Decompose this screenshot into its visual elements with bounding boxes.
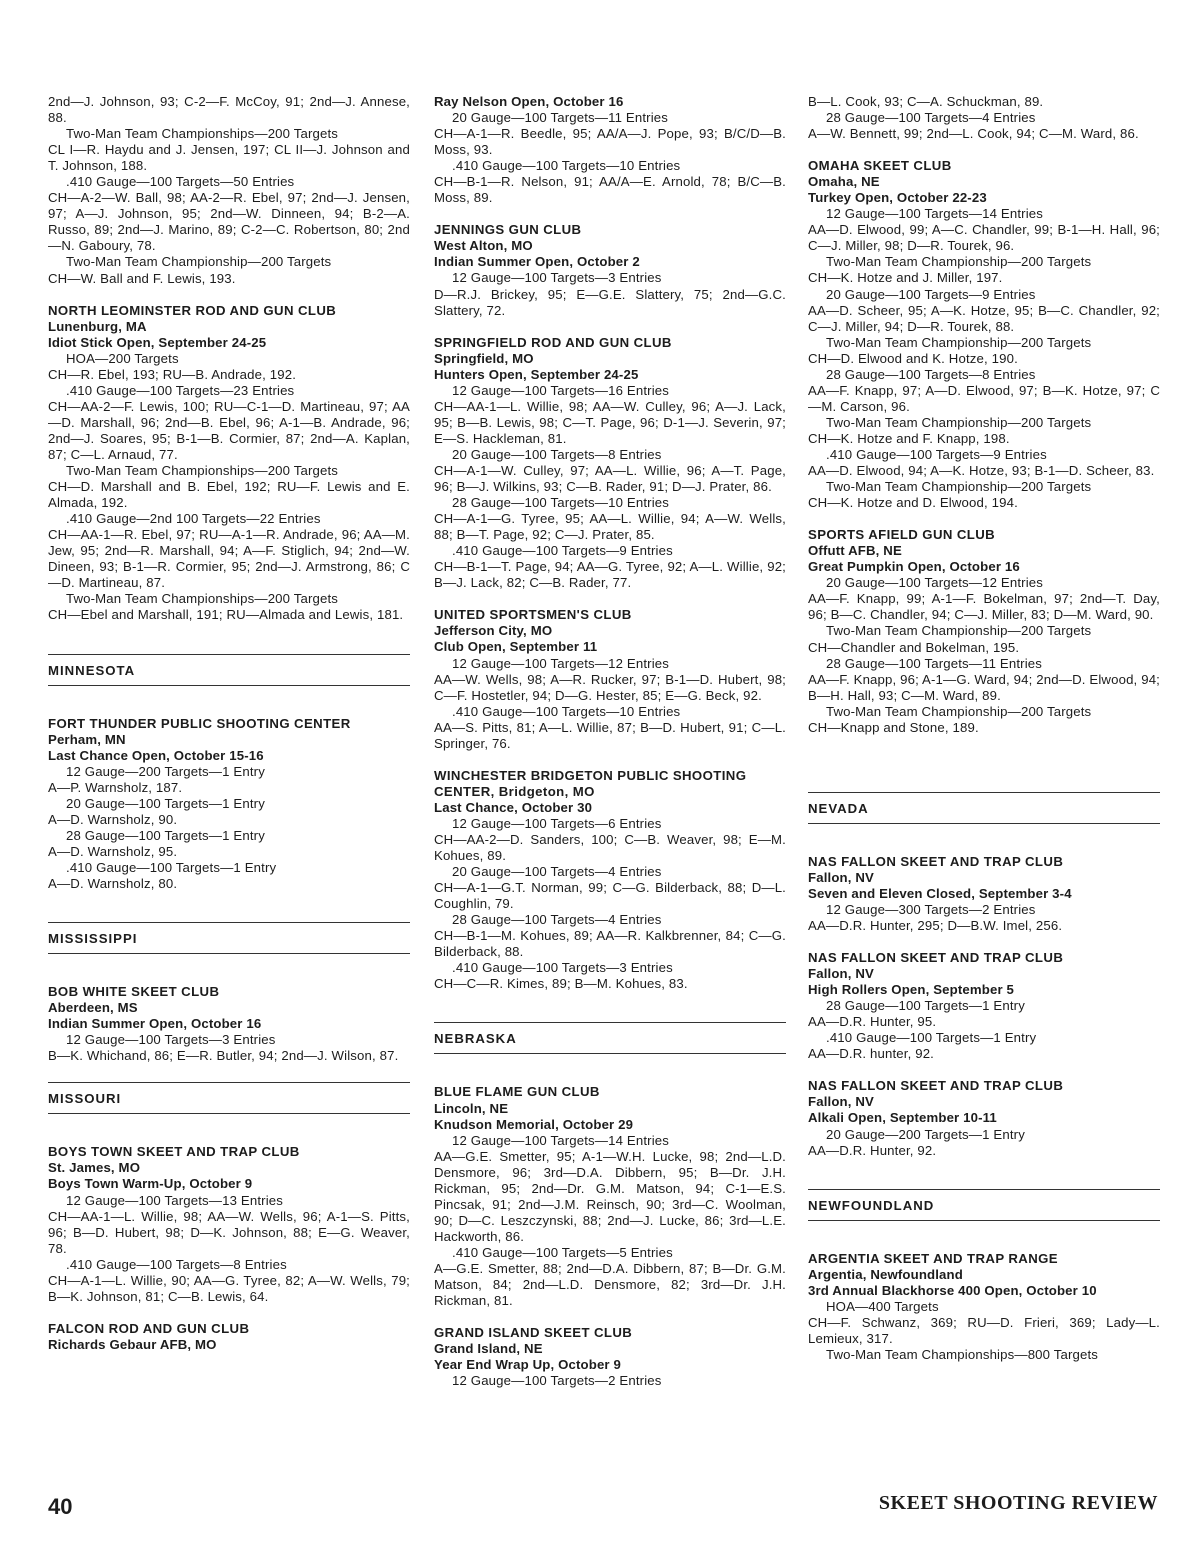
club-name: NAS FALLON SKEET AND TRAP CLUB (808, 1078, 1064, 1094)
result-line: A—D. Warnsholz, 80. (48, 876, 178, 892)
result-line: CH—W. Ball and F. Lewis, 193. (48, 270, 236, 286)
shoot-name: Turkey Open, October 22-23 (808, 190, 987, 206)
event-heading: .410 Gauge—100 Targets—5 Entries (452, 1244, 673, 1260)
result-line: AA—D. Elwood, 99; A—C. Chandler, 99; B-1—H. Hall, 96; C—J. Miller, 98; D—R. Tourek, 96. (808, 222, 1160, 254)
event-heading: .410 Gauge—100 Targets—23 Entries (66, 382, 295, 398)
club-location: Lincoln, NE (434, 1100, 509, 1116)
club-location: Springfield, MO (434, 350, 534, 366)
event-heading: Two-Man Team Championships—200 Targets (66, 463, 339, 479)
event-heading: .410 Gauge—100 Targets—1 Entry (826, 1030, 1037, 1046)
result-line: CH—K. Hotze and F. Knapp, 198. (808, 430, 1010, 446)
column-3 (808, 94, 1160, 1363)
event-heading: Two-Man Team Championships—800 Targets (826, 1346, 1099, 1362)
column-2 (434, 94, 786, 1389)
event-heading: 12 Gauge—100 Targets—13 Entries (66, 1192, 284, 1208)
publication-title: SKEET SHOOTING REVIEW (878, 1492, 1158, 1514)
result-line: CL I—R. Haydu and J. Jensen, 197; CL II—J. Johnson and T. Johnson, 188. (48, 142, 410, 174)
event-heading: 20 Gauge—100 Targets—8 Entries (452, 446, 662, 462)
result-line: B—K. Whichand, 86; E—R. Butler, 94; 2nd—J. Wilson, 87. (48, 1048, 399, 1064)
club-location: Lunenburg, MA (48, 318, 147, 334)
event-heading: Two-Man Team Championship—200 Targets (826, 623, 1092, 639)
event-heading: 28 Gauge—100 Targets—8 Entries (826, 366, 1036, 382)
event-heading: 12 Gauge—100 Targets—3 Entries (66, 1032, 276, 1048)
result-line: AA—D.R. Hunter, 95. (808, 1014, 937, 1030)
result-line: A—W. Bennett, 99; 2nd—L. Cook, 94; C—M. Ward, 86. (808, 126, 1139, 142)
event-heading: 28 Gauge—100 Targets—4 Entries (452, 912, 662, 928)
result-line: CH—Knapp and Stone, 189. (808, 719, 979, 735)
result-line: AA—S. Pitts, 81; A—L. Willie, 87; B—D. Hubert, 91; C—L. Springer, 76. (434, 719, 786, 751)
shoot-name: Seven and Eleven Closed, September 3-4 (808, 885, 1072, 901)
shoot-name: Indian Summer Open, October 2 (434, 254, 640, 270)
result-line: CH—K. Hotze and J. Miller, 197. (808, 270, 1003, 286)
result-line: AA—G.E. Smetter, 95; A-1—W.H. Lucke, 98; 2nd—L.D. Densmore, 96; 3rd—D.A. Dibbern, 95; B—Dr. J.H. Rickman, 95; 2nd—Dr. G.M. Matson, 94; C-1—E.S. Pincsak, 91; 2nd—J.M. Reinsch, 90; 3rd—C. Woolman, 90; D—C. Leszczynski, 88; 2nd—J. Lucke, 86; 3rd—L.E. Hackworth, 86. (434, 1148, 786, 1244)
shoot-name: Hunters Open, September 24-25 (434, 366, 639, 382)
club-name: NAS FALLON SKEET AND TRAP CLUB (808, 853, 1064, 869)
result-line: B—L. Cook, 93; C—A. Schuckman, 89. (808, 94, 1044, 109)
club-location: West Alton, MO (434, 238, 533, 254)
club-name: OMAHA SKEET CLUB (808, 158, 952, 174)
club-name: SPORTS AFIELD GUN CLUB (808, 527, 996, 543)
shoot-name: Club Open, September 11 (434, 639, 598, 655)
result-line: CH—A-1—R. Beedle, 95; AA/A—J. Pope, 93; B/C/D—B. Moss, 93. (434, 126, 786, 158)
result-line: A—G.E. Smetter, 88; 2nd—D.A. Dibbern, 87; B—Dr. G.M. Matson, 84; 2nd—L.D. Densmore, 82; 3rd—Dr. J.H. Rickman, 81. (434, 1261, 786, 1309)
event-heading: .410 Gauge—100 Targets—9 Entries (826, 446, 1047, 462)
event-heading: 12 Gauge—100 Targets—14 Entries (452, 1132, 670, 1148)
event-heading: 20 Gauge—100 Targets—4 Entries (452, 864, 662, 880)
state-heading: NEVADA (808, 792, 1160, 824)
club-location: Fallon, NV (808, 966, 874, 982)
result-line: CH—A-2—W. Ball, 98; AA-2—R. Ebel, 97; 2nd—J. Jensen, 97; A—J. Johnson, 95; 2nd—W. Dinneen, 94; B-2—A. Russo, 89; 2nd—J. Marino, 89; C-2—C. Robertson, 80; 2nd—N. Gaboury, 78. (48, 190, 410, 254)
event-heading: 12 Gauge—100 Targets—14 Entries (826, 206, 1044, 222)
result-line: D—R.J. Brickey, 95; E—G.E. Slattery, 75; 2nd—G.C. Slattery, 72. (434, 286, 786, 318)
event-heading: .410 Gauge—100 Targets—10 Entries (452, 703, 681, 719)
event-heading: HOA—400 Targets (826, 1298, 939, 1314)
club-name: BOB WHITE SKEET CLUB (48, 984, 220, 1000)
event-heading: .410 Gauge—100 Targets—1 Entry (66, 859, 277, 875)
shoot-name: Indian Summer Open, October 16 (48, 1016, 262, 1032)
state-heading: MINNESOTA (48, 654, 410, 686)
event-heading: Two-Man Team Championships—200 Targets (66, 591, 339, 607)
result-line: CH—Chandler and Bokelman, 195. (808, 639, 1020, 655)
shoot-name: High Rollers Open, September 5 (808, 982, 1015, 998)
event-heading: Two-Man Team Championship—200 Targets (826, 254, 1092, 270)
result-line: CH—B-1—R. Nelson, 91; AA/A—E. Arnold, 78; B/C—B. Moss, 89. (434, 174, 786, 206)
state-heading: MISSISSIPPI (48, 922, 410, 954)
event-heading: 12 Gauge—100 Targets—2 Entries (452, 1373, 662, 1389)
event-heading: Two-Man Team Championships—200 Targets (66, 126, 339, 142)
event-heading: 20 Gauge—100 Targets—9 Entries (826, 286, 1036, 302)
result-line: CH—AA-1—L. Willie, 98; AA—W. Culley, 96; A—J. Lack, 95; B—B. Lewis, 98; C—T. Page, 96; D-1—J. Severin, 97; E—S. Hackleman, 81. (434, 398, 786, 446)
result-line: 2nd—J. Johnson, 93; C-2—F. McCoy, 91; 2nd—J. Annese, 88. (48, 94, 410, 126)
result-line: CH—A-1—G.T. Norman, 99; C—G. Bilderback, 88; D—L. Coughlin, 79. (434, 880, 786, 912)
event-heading: 12 Gauge—100 Targets—3 Entries (452, 270, 662, 286)
column-1 (48, 94, 410, 1353)
event-heading: HOA—200 Targets (66, 350, 179, 366)
event-heading: 28 Gauge—100 Targets—4 Entries (826, 110, 1036, 126)
shoot-name: Idiot Stick Open, September 24-25 (48, 334, 267, 350)
shoot-name: Last Chance, October 30 (434, 799, 593, 815)
event-heading: 28 Gauge—100 Targets—11 Entries (826, 655, 1043, 671)
result-line: CH—B-1—M. Kohues, 89; AA—R. Kalkbrenner, 84; C—G. Bilderback, 88. (434, 928, 786, 960)
result-line: AA—F. Knapp, 97; A—D. Elwood, 97; B—K. Hotze, 97; C—M. Carson, 96. (808, 382, 1160, 414)
event-heading: Two-Man Team Championship—200 Targets (826, 479, 1092, 495)
result-line: A—D. Warnsholz, 95. (48, 843, 178, 859)
shoot-name: Ray Nelson Open, October 16 (434, 94, 624, 109)
result-line: AA—D. Scheer, 95; A—K. Hotze, 95; B—C. Chandler, 92; C—J. Miller, 94; D—R. Tourek, 88. (808, 302, 1160, 334)
shoot-name: Knudson Memorial, October 29 (434, 1116, 634, 1132)
event-heading: .410 Gauge—100 Targets—50 Entries (66, 174, 295, 190)
club-location: Grand Island, NE (434, 1341, 543, 1357)
result-line: CH—D. Marshall and B. Ebel, 192; RU—F. Lewis and E. Almada, 192. (48, 479, 410, 511)
event-heading: Two-Man Team Championship—200 Targets (826, 703, 1092, 719)
event-heading: 20 Gauge—100 Targets—1 Entry (66, 795, 265, 811)
club-location: Richards Gebaur AFB, MO (48, 1336, 217, 1352)
event-heading: 20 Gauge—100 Targets—12 Entries (826, 575, 1044, 591)
shoot-name: Boys Town Warm-Up, October 9 (48, 1176, 253, 1192)
club-name: WINCHESTER BRIDGETON PUBLIC SHOOTING CENTER, Bridgeton, MO (434, 767, 747, 799)
event-heading: 28 Gauge—100 Targets—1 Entry (66, 827, 265, 843)
club-location: St. James, MO (48, 1160, 141, 1176)
result-line: AA—W. Wells, 98; A—R. Rucker, 97; B-1—D. Hubert, 98; C—F. Hostetler, 94; D—G. Hester, 85; E—G. Beck, 92. (434, 671, 786, 703)
result-line: CH—B-1—T. Page, 94; AA—G. Tyree, 92; A—L. Willie, 92; B—J. Lack, 82; C—B. Rader, 77. (434, 559, 786, 591)
event-heading: Two-Man Team Championship—200 Targets (826, 414, 1092, 430)
shoot-name: Last Chance Open, October 15-16 (48, 747, 264, 763)
event-heading: 12 Gauge—300 Targets—2 Entries (826, 901, 1036, 917)
event-heading: 20 Gauge—100 Targets—11 Entries (452, 110, 669, 126)
result-line: A—P. Warnsholz, 187. (48, 779, 183, 795)
event-heading: Two-Man Team Championship—200 Targets (66, 254, 332, 270)
event-heading: 12 Gauge—100 Targets—6 Entries (452, 815, 662, 831)
result-line: CH—K. Hotze and D. Elwood, 194. (808, 495, 1018, 511)
event-heading: 28 Gauge—100 Targets—1 Entry (826, 998, 1025, 1014)
event-heading: .410 Gauge—100 Targets—3 Entries (452, 960, 673, 976)
result-line: CH—AA-2—F. Lewis, 100; RU—C-1—D. Martineau, 97; AA—D. Marshall, 96; 2nd—B. Ebel, 96; A-1—B. Andrade, 96; 2nd—J. Soares, 95; B-1—B. Cormier, 87; 2nd—A. Kaplan, 87; C—L. Arnaud, 77. (48, 398, 410, 462)
club-location: Aberdeen, MS (48, 1000, 138, 1016)
result-line: AA—F. Knapp, 99; A-1—F. Bokelman, 97; 2nd—T. Day, 96; B—C. Chandler, 94; C—J. Miller, 83; D—M. Ward, 90. (808, 591, 1160, 623)
result-line: AA—D.R. Hunter, 295; D—B.W. Imel, 256. (808, 918, 1063, 934)
club-name: NAS FALLON SKEET AND TRAP CLUB (808, 950, 1064, 966)
club-name: SPRINGFIELD ROD AND GUN CLUB (434, 334, 672, 350)
result-line: CH—D. Elwood and K. Hotze, 190. (808, 350, 1018, 366)
shoot-name: 3rd Annual Blackhorse 400 Open, October 10 (808, 1282, 1097, 1298)
result-line: AA—D. Elwood, 94; A—K. Hotze, 93; B-1—D. Scheer, 83. (808, 463, 1155, 479)
club-name: JENNINGS GUN CLUB (434, 222, 582, 238)
event-heading: 28 Gauge—100 Targets—10 Entries (452, 495, 670, 511)
club-name: GRAND ISLAND SKEET CLUB (434, 1325, 633, 1341)
result-line: CH—AA-2—D. Sanders, 100; C—B. Weaver, 98; E—M. Kohues, 89. (434, 831, 786, 864)
result-line: CH—A-1—G. Tyree, 95; AA—L. Willie, 94; A—W. Wells, 88; B—T. Page, 92; C—J. Prater, 85. (434, 511, 786, 543)
page-number: 40 (48, 1494, 73, 1519)
event-heading: .410 Gauge—2nd 100 Targets—22 Entries (66, 511, 321, 527)
event-heading: .410 Gauge—100 Targets—9 Entries (452, 543, 673, 559)
result-line: CH—F. Schwanz, 369; RU—D. Frieri, 369; Lady—L. Lemieux, 317. (808, 1314, 1160, 1346)
result-line: CH—AA-1—R. Ebel, 97; RU—A-1—R. Andrade, 96; AA—M. Jew, 95; 2nd—R. Marshall, 94; A—F. Stiglich, 94; 2nd—W. Dineen, 93; B-1—R. Cormier, 95; 2nd—J. Armstrong, 86; C—D. Martineau, 87. (48, 527, 410, 591)
club-name: NORTH LEOMINSTER ROD AND GUN CLUB (48, 302, 337, 318)
result-line: CH—A-1—L. Willie, 90; AA—G. Tyree, 82; A—W. Wells, 79; B—K. Johnson, 81; C—B. Lewis, 64. (48, 1272, 410, 1304)
club-name: ARGENTIA SKEET AND TRAP RANGE (808, 1250, 1058, 1266)
event-heading: 20 Gauge—200 Targets—1 Entry (826, 1126, 1025, 1142)
event-heading: 12 Gauge—200 Targets—1 Entry (66, 763, 265, 779)
result-line: A—D. Warnsholz, 90. (48, 811, 178, 827)
event-heading: 12 Gauge—100 Targets—16 Entries (452, 382, 670, 398)
club-location: Fallon, NV (808, 869, 874, 885)
state-heading: MISSOURI (48, 1082, 410, 1114)
club-name: BLUE FLAME GUN CLUB (434, 1084, 600, 1100)
club-name: FALCON ROD AND GUN CLUB (48, 1320, 250, 1336)
club-location: Offutt AFB, NE (808, 543, 902, 559)
club-location: Perham, MN (48, 731, 126, 747)
event-heading: .410 Gauge—100 Targets—10 Entries (452, 158, 681, 174)
state-heading: NEWFOUNDLAND (808, 1189, 1160, 1221)
state-heading: NEBRASKA (434, 1022, 786, 1054)
result-line: AA—F. Knapp, 96; A-1—G. Ward, 94; 2nd—D. Elwood, 94; B—H. Hall, 93; C—M. Ward, 89. (808, 671, 1160, 703)
club-name: BOYS TOWN SKEET AND TRAP CLUB (48, 1144, 300, 1160)
result-line: AA—D.R. hunter, 92. (808, 1046, 934, 1062)
result-line: CH—A-1—W. Culley, 97; AA—L. Willie, 96; A—T. Page, 96; B—J. Wilkins, 93; C—B. Rader, 91; D—J. Prater, 86. (434, 462, 786, 495)
result-line: CH—C—R. Kimes, 89; B—M. Kohues, 83. (434, 976, 688, 992)
event-heading: Two-Man Team Championship—200 Targets (826, 334, 1092, 350)
shoot-name: Alkali Open, September 10-11 (808, 1110, 997, 1126)
club-location: Omaha, NE (808, 174, 880, 190)
shoot-name: Year End Wrap Up, October 9 (434, 1357, 622, 1373)
club-location: Fallon, NV (808, 1094, 874, 1110)
club-location: Argentia, Newfoundland (808, 1266, 963, 1282)
club-location: Jefferson City, MO (434, 623, 553, 639)
shoot-name: Great Pumpkin Open, October 16 (808, 559, 1020, 575)
result-line: AA—D.R. Hunter, 92. (808, 1142, 937, 1158)
event-heading: 12 Gauge—100 Targets—12 Entries (452, 655, 670, 671)
event-heading: .410 Gauge—100 Targets—8 Entries (66, 1256, 287, 1272)
club-name: FORT THUNDER PUBLIC SHOOTING CENTER (48, 715, 351, 731)
result-line: CH—R. Ebel, 193; RU—B. Andrade, 192. (48, 366, 297, 382)
result-line: CH—Ebel and Marshall, 191; RU—Almada and Lewis, 181. (48, 607, 404, 623)
club-name: UNITED SPORTSMEN'S CLUB (434, 607, 632, 623)
result-line: CH—AA-1—L. Willie, 98; AA—W. Wells, 96; A-1—S. Pitts, 96; B—D. Hubert, 98; D—K. Johnson, 88; E—G. Weaver, 78. (48, 1208, 410, 1256)
